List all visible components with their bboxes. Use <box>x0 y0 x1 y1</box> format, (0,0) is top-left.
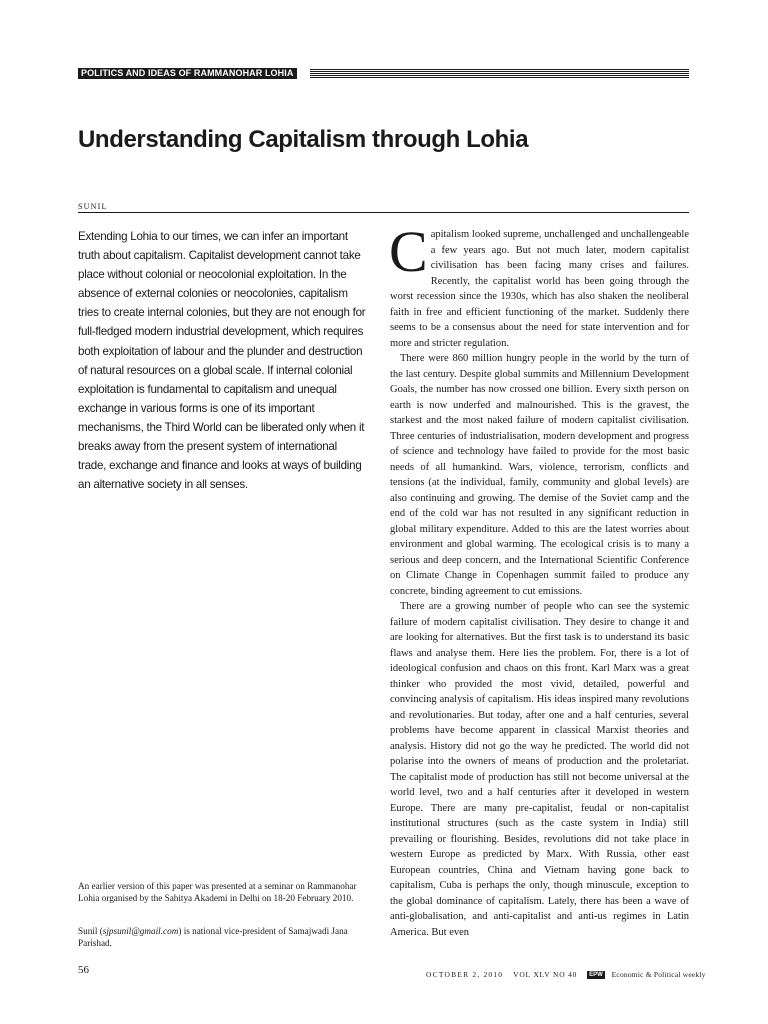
author-divider <box>78 212 689 213</box>
body-paragraph-1-text: apitalism looked supreme, unchallenged and unchallengeable a few years ago. But not much later, modern capitalist civilisation has been facing many crises and failures. Recently, the capitalist world has been going through the worst recession since the 1930s, which has also shaken the neoliberal faith in free and efficient functioning of the market. Suddenly there seems to be a consensus about the need for state intervention and for more and stricter regulation. <box>390 229 689 349</box>
section-header-bar <box>78 68 689 79</box>
body-paragraph-2: There were 860 million hungry people in the world by the turn of the last century. Despite global summits and Millennium Development Goals, the number has now crossed one billion. Every sixth person on earth is now underfed and malnourished. This is the gravest, the starkest and the most naked failure of modern capitalist civilisation. Three centuries of industrialisation, modern development and progress of science and technology have failed to provide for the most basic needs of all humankind. Wars, violence, terrorism, conflicts and tensions (at the individual, family, community and global levels) are also continuing and growing. The demise of the Soviet camp and the end of the cold war has not resulted in any significant reduction in global military expenditure. Added to this are the latest worries about environment and global warming. The ecological crisis is to many a serious and deep concern, and the International Scientific Conference on Climate Change in Copenhagen summit failed to produce any concrete, binding agreement to cut emissions. <box>390 353 689 597</box>
author-name: SUNIL <box>78 202 108 211</box>
article-title: Understanding Capitalism through Lohia <box>78 126 529 153</box>
footnote-author <box>78 925 368 949</box>
footnote-seminar: An earlier version of this paper was presented at a seminar on Rammanohar Lohia organised by the Sahitya Akademi in Delhi on 18-20 February 2010. <box>78 881 357 903</box>
body-paragraph-1 <box>389 219 689 351</box>
body-text-column <box>389 219 689 940</box>
section-label: POLITICS AND IDEAS OF RAMMANOHAR LOHIA <box>78 68 297 79</box>
section-rules-decoration <box>310 69 689 78</box>
abstract: Extending Lohia to our times, we can infer an important truth about capitalism. Capitalist development cannot take place without colonial or neocolonial exploitation. In the absence of external colonies or neocolonies, capitalism tries to create internal colonies, but they are not enough for full-fledged modern industrial development, which requires both exploitation of labour and the plunder and destruction of natural resources on a global scale. If internal colonial exploitation is fundamental to capitalism and unequal exchange in various forms is one of its important mechanisms, the Third World can be liberated only when it breaks away from the present system of international trade, exchange and finance and looks at ways of building an alternative society in all senses. <box>78 230 366 492</box>
issue-date: OCTOBER 2, 2010 <box>426 970 504 979</box>
issue-volume: VOL XLV NO 40 <box>513 970 578 979</box>
page-footer <box>426 970 706 982</box>
footnote-author-role: ) is national vice-president of Samajwadi Jana Parishad. <box>78 926 348 948</box>
body-paragraph-3: There are a growing number of people who can see the systemic failure of modern capitalist civilisation. They desire to change it and are looking for alternatives. But the first task is to understand its basic flaws and analyse them. Here lies the problem. For, there is a lot of ideological confusion and chaos on this front. Karl Marx was a great thinker who provided the most vivid, detailed, powerful and convincing analysis of capitalism. His ideas inspired many revolutions and revolutionaries. But today, after one and a half centuries, several problems have become apparent in classical Marxist theories and analysis. History did not go the way he predicted. The world did not polarise into the owners of means of production and the proletariat. The capitalist mode of production has still not become universal at the world level, two and a half centuries after it developed in western Europe. There are many pre-capitalist, feudal or non-capitalist institutional structures (such as the caste system in India) still prevailing or flourishing. Besides, revolutions did not take place in western Europe as predicted by Marx. With Russia, other east European countries, China and Vietnam having gone back to capitalism, Cuba is perhaps the only, though minuscule, exception to the global dominance of capitalism. Lately, there has been a wave of anti-globalisation, and anti-capitalist and anti-us regimes in Latin America. But even <box>390 601 689 938</box>
page-number: 56 <box>78 964 89 976</box>
footnote-author-name: Sunil ( <box>78 926 103 936</box>
epw-logo: EPW <box>589 972 603 978</box>
publication-name: Economic & Political weekly <box>611 970 706 979</box>
author-email-link[interactable]: sjpsunil@gmail.com <box>102 926 179 936</box>
drop-cap: C <box>389 219 428 284</box>
